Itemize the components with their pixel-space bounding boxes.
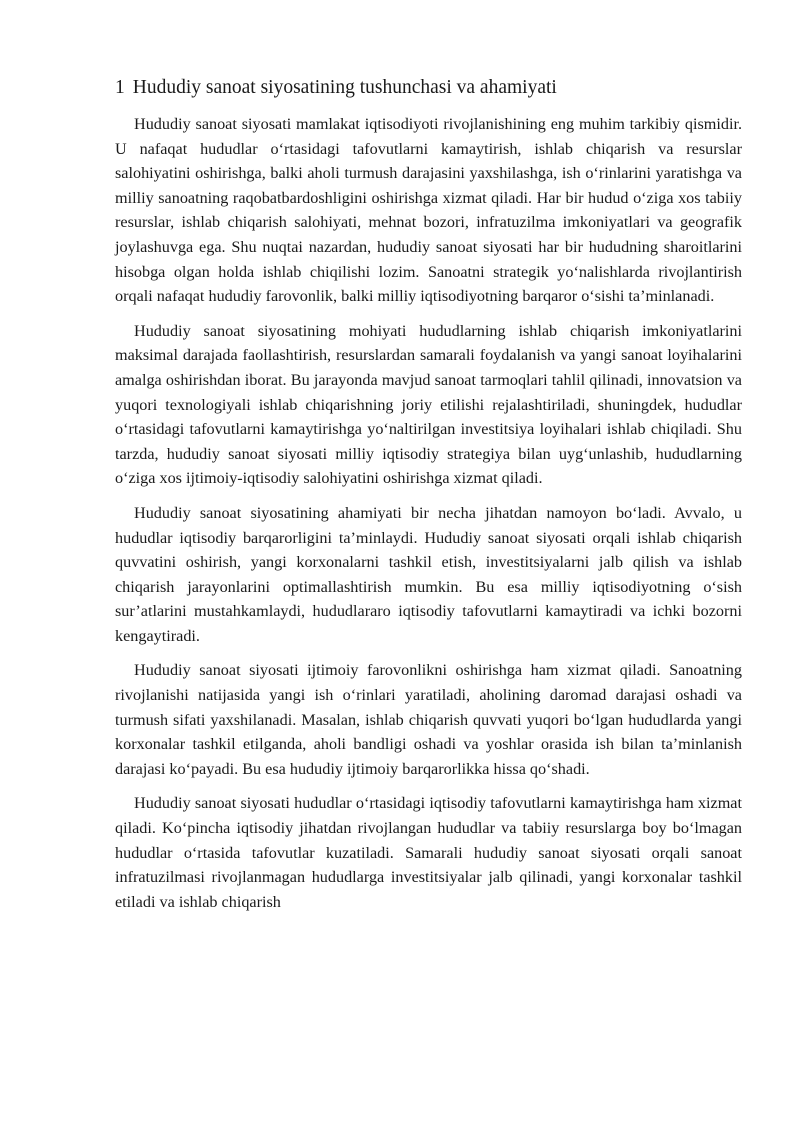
section-heading (115, 74, 742, 102)
document-page (115, 74, 742, 924)
section-number: 1 (115, 77, 125, 98)
body-paragraph-5: Hududiy sanoat siyosati hududlar o‘rtasidagi iqtisodiy tafovutlarni kamaytirishga ham xizmat qiladi. Ko‘pincha iqtisodiy jihatdan rivojlangan hududlar va tabiiy resurslarga boy bo‘lmagan hududlar o‘rtasida tafovutlar kuzatiladi. Samarali hududiy sanoat siyosati orqali sanoat infratuzilmasi rivojlanmagan hududlarga investitsiyalar jalb qilinadi, yangi korxonalar tashkil etiladi va ishlab chiqarish (115, 794, 742, 911)
body-paragraph-2: Hududiy sanoat siyosatining mohiyati hududlarning ishlab chiqarish imkoniyatlarini maksimal darajada faollashtirish, resurslardan samarali foydalanish va yangi sanoat loyihalarini amalga oshirishdan iborat. Bu jarayonda mavjud sanoat tarmoqlari tahlil qilinadi, innovatsion va yuqori texnologiyali ishlab chiqarishning joriy etilishi rejalashtiriladi, shuningdek, hududlar o‘rtasidagi tafovutlarni kamaytirishga yo‘naltirilgan investitsiya loyihalari ishlab chiqiladi. Shu tarzda, hududiy sanoat siyosati milliy iqtisodiy strategiya bilan uyg‘unlashib, hududlarning o‘ziga xos ijtimoiy-iqtisodiy salohiyatini oshirishga xizmat qiladi. (115, 321, 742, 488)
body-paragraph-4: Hududiy sanoat siyosati ijtimoiy farovonlikni oshirishga ham xizmat qiladi. Sanoatning rivojlanishi natijasida yangi ish o‘rinlari yaratiladi, aholining daromad darajasi oshadi va turmush sifati yaxshilanadi. Masalan, ishlab chiqarish quvvati yuqori bo‘lgan hududlarda yangi korxonalar tashkil etilganda, aholi bandligi oshadi va yoshlar orasida ish bilan ta’minlanish darajasi ko‘payadi. Bu esa hududiy ijtimoiy barqarorlikka hissa qo‘shadi. (115, 661, 742, 778)
section-title: Hududiy sanoat siyosatining tushunchasi va ahamiyati (132, 77, 557, 98)
body-paragraph-3: Hududiy sanoat siyosatining ahamiyati bir necha jihatdan namoyon bo‘ladi. Avvalo, u hududlar iqtisodiy barqarorligini ta’minlaydi. Hududiy sanoat siyosati orqali ishlab chiqarish quvvatini oshirish, yangi korxonalarni tashkil etish, investitsiyalarni jalb qilish va ishlab chiqarish jarayonlarini optimallashtirish mumkin. Bu esa milliy iqtisodiyotning o‘sish sur’atlarini mustahkamlaydi, hududlararo iqtisodiy tafovutlarni kamaytiradi va ichki bozorni kengaytiradi. (115, 503, 742, 645)
body-paragraph-1: Hududiy sanoat siyosati mamlakat iqtisodiyoti rivojlanishining eng muhim tarkibiy qismidir. U nafaqat hududlar o‘rtasidagi tafovutlarni kamaytirish, ishlab chiqarish va resurslar salohiyatini oshirishga, balki aholi turmush darajasini yaxshilashga, ish o‘rinlarini yaratishga va milliy sanoatning raqobatbardoshligini oshirishga xizmat qiladi. Har bir hudud o‘ziga xos tabiiy resurslar, ishlab chiqarish salohiyati, mehnat bozori, infratuzilma imkoniyatlari va geografik joylashuvga ega. Shu nuqtai nazardan, hududiy sanoat siyosati har bir hududning sharoitlarini hisobga olgan holda ishlab chiqilishi lozim. Sanoatni strategik yo‘nalishlarda rivojlantirish orqali nafaqat hududiy farovonlik, balki milliy iqtisodiyotning barqaror o‘sishi ta’minlanadi. (115, 115, 742, 306)
